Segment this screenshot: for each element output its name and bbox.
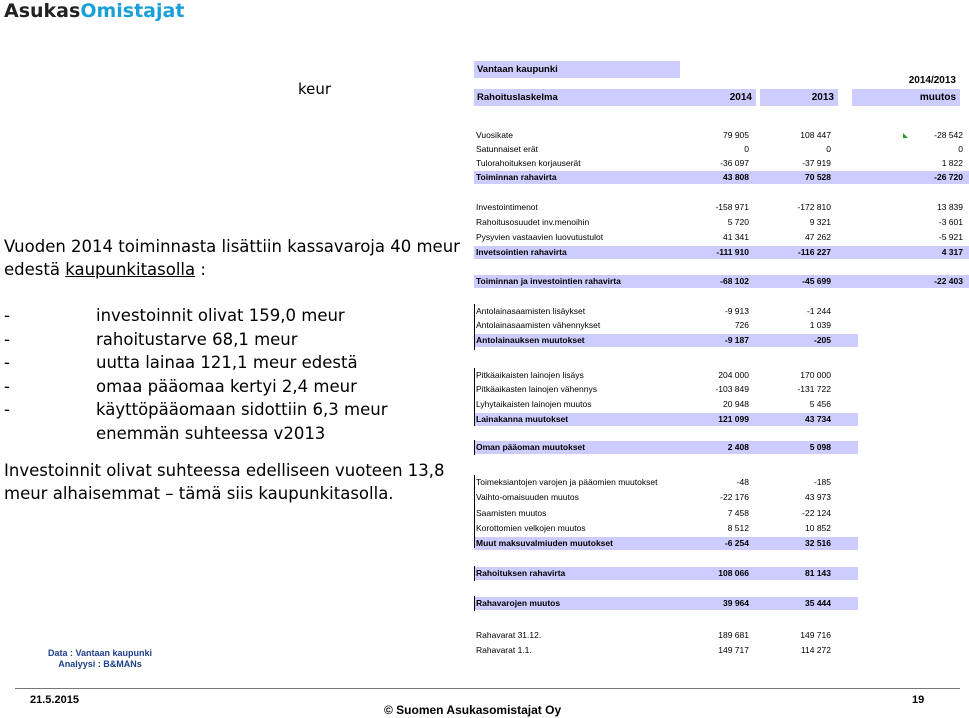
row-label: Oman pääoman muutokset <box>476 442 586 452</box>
bullet-list <box>4 304 387 445</box>
table-row <box>474 628 969 642</box>
row-label: Antolainasaamisten vähennykset <box>476 320 601 330</box>
table-row <box>474 245 969 259</box>
row-value-v1: 149 717 <box>718 645 749 655</box>
table-row <box>474 230 969 244</box>
page-number: 19 <box>912 694 925 706</box>
group-border <box>474 368 475 426</box>
row-label: Vuosikate <box>476 130 514 140</box>
intro-line-2 <box>4 259 206 282</box>
table-row <box>474 475 969 489</box>
group-border <box>474 475 475 548</box>
table-title: Rahoituslaskelma <box>474 89 680 106</box>
unit-label: keur <box>298 80 332 98</box>
row-value-v1: 2 408 <box>727 442 749 452</box>
row-value-v2: -172 810 <box>797 202 831 212</box>
row-label: Tulorahoituksen korjauserät <box>476 158 581 168</box>
row-label: Investointimenot <box>476 202 538 212</box>
bullet-continuation: enemmän suhteessa v2013 <box>96 423 326 443</box>
row-value-v1: 41 341 <box>723 232 749 242</box>
table-row <box>474 274 969 288</box>
row-value-v2: 10 852 <box>805 523 831 533</box>
row-value-v1: -36 097 <box>720 158 749 168</box>
table-row <box>474 536 969 550</box>
table-row <box>474 596 969 610</box>
row-value-v1: -103 849 <box>715 384 749 394</box>
bullet-item <box>4 351 387 375</box>
outro-line-2: meur alhaisemmat – tämä siis kaupunkitasolla. <box>4 484 394 503</box>
row-value-v1: -9 187 <box>724 335 749 345</box>
row-value-v2: 32 516 <box>805 538 831 548</box>
row-value-v3: 0 <box>958 144 963 154</box>
row-label: Vaihto-omaisuuden muutos <box>476 492 579 502</box>
bullet-text: rahoitustarve 68,1 meur <box>96 329 298 349</box>
table-row <box>474 506 969 520</box>
row-value-v2: 81 143 <box>805 568 831 578</box>
table-row <box>474 215 969 229</box>
brand-logo <box>4 0 184 22</box>
row-label: Rahoituksen rahavirta <box>476 568 566 578</box>
bullet-item <box>4 304 387 328</box>
row-value-v2: 43 973 <box>805 492 831 502</box>
row-value-v1: 108 066 <box>718 568 749 578</box>
bullet-text: investoinnit olivat 159,0 meur <box>96 306 345 325</box>
table-row <box>474 643 969 657</box>
table-row <box>474 521 969 535</box>
row-label: Rahavarat 31.12. <box>476 630 542 640</box>
row-value-v1: 5 720 <box>727 217 749 227</box>
row-value-v1: -111 910 <box>716 247 749 257</box>
row-value-v1: 726 <box>734 320 749 330</box>
row-value-v2: 47 262 <box>805 232 831 242</box>
intro-line-1: Vuoden 2014 toiminnasta lisättiin kassavaroja 40 meur <box>4 237 460 256</box>
row-value-v2: -37 919 <box>802 158 831 168</box>
row-value-v2: -131 722 <box>797 384 831 394</box>
bullet-item <box>4 398 387 422</box>
row-value-v1: 43 808 <box>723 172 749 182</box>
row-value-v2: -185 <box>813 477 831 487</box>
row-value-v1: -48 <box>736 477 749 487</box>
bullet-text: käyttöpääomaan sidottiin 6,3 meur <box>96 400 388 419</box>
row-value-v2: 0 <box>826 144 831 154</box>
row-value-v1: 0 <box>744 144 749 154</box>
bullet-text: uutta lainaa 121,1 meur edestä <box>96 353 358 372</box>
row-label: Toimeksiantojen varojen ja pääomien muutokset <box>476 477 658 487</box>
row-label: Pysyvien vastaavien luovutustulot <box>476 232 604 242</box>
table-row <box>474 333 969 347</box>
group-border <box>474 596 475 611</box>
row-label: Korottomien velkojen muutos <box>476 523 586 533</box>
row-label: Rahoitusosuudet inv.menoihin <box>476 217 590 227</box>
row-value-v2: 170 000 <box>800 370 831 380</box>
outro-line-1: Investoinnit olivat suhteessa edelliseen vuoteen 13,8 <box>4 461 445 480</box>
row-label: Antolainasaamisten lisäykset <box>476 306 586 316</box>
table-row <box>474 170 969 184</box>
table-row <box>474 304 969 318</box>
row-value-v1: 79 905 <box>723 130 749 140</box>
group-border <box>474 566 475 581</box>
row-value-v1: 121 099 <box>718 414 749 424</box>
row-label: Pitkäaikasten lainojen vähennys <box>476 384 597 394</box>
footer-date: 21.5.2015 <box>30 694 79 706</box>
row-value-v3: -28 542 <box>934 130 963 140</box>
row-value-v2: -22 124 <box>802 508 831 518</box>
bullet-dash: - <box>4 329 10 349</box>
row-label: Lainakanna muutokset <box>476 414 569 424</box>
col-header-2014: 2014 <box>680 89 756 106</box>
footer-divider <box>15 688 960 689</box>
row-value-v2: 9 321 <box>809 217 831 227</box>
row-value-v2: 35 444 <box>805 598 831 608</box>
row-label: Saamisten muutos <box>476 508 547 518</box>
row-value-v3: -26 720 <box>934 172 963 182</box>
table-row <box>474 490 969 504</box>
table-row <box>474 397 969 411</box>
bullet-dash: - <box>4 353 10 372</box>
intro-text: edestä <box>4 260 66 279</box>
table-row <box>474 200 969 214</box>
row-value-v1: -22 176 <box>720 492 749 502</box>
row-value-v3: 13 839 <box>937 202 963 212</box>
table-row <box>474 128 969 142</box>
row-label: Antolainauksen muutokset <box>476 335 585 345</box>
bullet-dash: - <box>4 400 10 419</box>
intro-colon: : <box>195 260 206 279</box>
row-label: Muut maksuvalmiuden muutokset <box>476 538 613 548</box>
table-row <box>474 368 969 382</box>
row-value-v3: -3 601 <box>938 217 963 227</box>
table-row <box>474 412 969 426</box>
row-value-v1: 8 512 <box>727 523 749 533</box>
brand-part1: Asukas <box>4 0 81 22</box>
col-header-change-years: 2014/2013 <box>908 75 956 86</box>
row-value-v1: 7 458 <box>727 508 749 518</box>
row-value-v1: -9 913 <box>724 306 749 316</box>
table-row <box>474 440 969 454</box>
table-row <box>474 566 969 580</box>
row-value-v2: 43 734 <box>805 414 831 424</box>
row-label: Invetsointien rahavirta <box>476 247 567 257</box>
group-border <box>474 440 475 455</box>
table-row <box>474 156 969 170</box>
row-value-v1: 39 964 <box>723 598 749 608</box>
row-label: Rahavarojen muutos <box>476 598 561 608</box>
table-row <box>474 142 969 156</box>
bullet-dash: - <box>4 306 10 325</box>
row-value-v2: -205 <box>813 335 831 345</box>
analysis-line: Analyysi : B&MANs <box>58 659 142 669</box>
data-source-line: Data : Vantaan kaupunki <box>48 648 153 658</box>
row-label: Toiminnan rahavirta <box>476 172 557 182</box>
row-value-v2: -1 244 <box>806 306 831 316</box>
row-label: Rahavarat 1.1. <box>476 645 532 655</box>
row-value-v2: -45 699 <box>802 276 831 286</box>
row-value-v1: -158 971 <box>715 202 749 212</box>
intro-underlined: kaupunkitasolla <box>65 260 196 279</box>
row-value-v2: 1 039 <box>809 320 831 330</box>
row-value-v2: 108 447 <box>800 130 831 140</box>
copyright: © Suomen Asukasomistajat Oy <box>384 703 562 717</box>
row-value-v2: 5 456 <box>809 399 831 409</box>
brand-part2: Omistajat <box>80 0 185 22</box>
table-row <box>474 318 969 332</box>
row-value-v1: -68 102 <box>720 276 749 286</box>
row-value-v3: 4 317 <box>941 247 963 257</box>
row-value-v1: -6 254 <box>724 538 749 548</box>
row-value-v2: 70 528 <box>805 172 831 182</box>
row-label: Satunnaiset erät <box>476 144 538 154</box>
bullet-item <box>4 328 387 352</box>
data-source <box>48 648 152 670</box>
table-city: Vantaan kaupunki <box>474 61 680 78</box>
col-header-2013: 2013 <box>760 89 838 106</box>
row-value-v2: 5 098 <box>809 442 831 452</box>
row-value-v3: -22 403 <box>934 276 963 286</box>
row-value-v2: 149 716 <box>800 630 831 640</box>
table-row <box>474 382 969 396</box>
row-value-v1: 20 948 <box>723 399 749 409</box>
row-value-v2: 114 272 <box>800 645 831 655</box>
row-value-v3: 1 822 <box>941 158 963 168</box>
row-label: Toiminnan ja investointien rahavirta <box>476 276 621 286</box>
row-label: Lyhytaikaisten lainojen muutos <box>476 399 592 409</box>
bullet-dash: - <box>4 376 10 396</box>
row-label: Pitkäaikaisten lainojen lisäys <box>476 370 584 380</box>
bullet-text: omaa pääomaa kertyi 2,4 meur <box>96 376 357 396</box>
col-header-change: muutos <box>852 89 960 106</box>
row-value-v3: -5 921 <box>938 232 963 242</box>
row-value-v1: 204 000 <box>718 370 749 380</box>
row-value-v1: 189 681 <box>718 630 749 640</box>
group-border <box>474 304 475 350</box>
row-value-v2: -116 227 <box>797 247 831 257</box>
bullet-item <box>4 375 387 399</box>
